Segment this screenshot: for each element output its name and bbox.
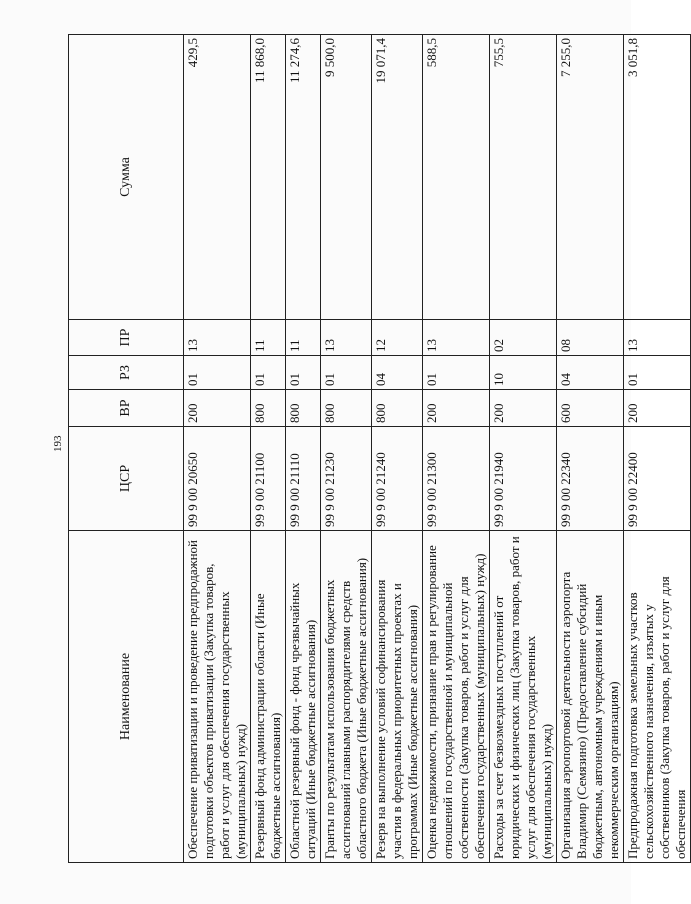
rz-cell: 04: [372, 356, 423, 390]
name-cell: Оценка недвижимости, признание прав и регулирование отношений по государственной и муниципальной собственности (Закупка товаров, работ и услуг для обеспечения государственных (муниципальных) нужд): [423, 531, 490, 863]
table-row: [286, 35, 321, 863]
table-row: [490, 35, 557, 863]
csr-cell: 99 9 00 21300: [423, 427, 490, 531]
pr-cell: 13: [321, 320, 372, 356]
rz-cell: 01: [184, 356, 251, 390]
sum-cell: 19 071,4: [372, 35, 423, 320]
vr-cell: 200: [423, 390, 490, 427]
csr-cell: 99 9 00 21110: [286, 427, 321, 531]
vr-cell: 600: [557, 390, 624, 427]
table-body: [184, 35, 691, 863]
csr-cell: 99 9 00 21100: [251, 427, 286, 531]
pr-cell: 11: [286, 320, 321, 356]
vr-cell: 200: [184, 390, 251, 427]
rz-cell: 01: [251, 356, 286, 390]
header-rz: РЗ: [69, 356, 184, 390]
pr-cell: 13: [184, 320, 251, 356]
rz-cell: 01: [624, 356, 691, 390]
pr-cell: 08: [557, 320, 624, 356]
vr-cell: 800: [251, 390, 286, 427]
name-cell: Резервный фонд администрации области (Иные бюджетные ассигнования): [251, 531, 286, 863]
sum-cell: 9 500,0: [321, 35, 372, 320]
header-name: Наименование: [69, 531, 184, 863]
sum-cell: 11 868,0: [251, 35, 286, 320]
header-csr: ЦСР: [69, 427, 184, 531]
vr-cell: 800: [321, 390, 372, 427]
pr-cell: 13: [624, 320, 691, 356]
vr-cell: 200: [624, 390, 691, 427]
rz-cell: 10: [490, 356, 557, 390]
table-row: [624, 35, 691, 863]
table-row: [184, 35, 251, 863]
name-cell: Расходы за счет безвозмездных поступлений от юридических и физических лиц (Закупка товаров, работ и услуг для обеспечения государственных (муниципальных) нужд): [490, 531, 557, 863]
vr-cell: 800: [286, 390, 321, 427]
table-row: [557, 35, 624, 863]
csr-cell: 99 9 00 21240: [372, 427, 423, 531]
table-row: [372, 35, 423, 863]
sum-cell: 429,5: [184, 35, 251, 320]
pr-cell: 11: [251, 320, 286, 356]
rz-cell: 01: [286, 356, 321, 390]
csr-cell: 99 9 00 20650: [184, 427, 251, 531]
table-row: [321, 35, 372, 863]
csr-cell: 99 9 00 21230: [321, 427, 372, 531]
csr-cell: 99 9 00 22340: [557, 427, 624, 531]
sum-cell: 11 274,6: [286, 35, 321, 320]
name-cell: Областной резервный фонд - фонд чрезвычайных ситуаций (Иные бюджетные ассигнования): [286, 531, 321, 863]
header-vr: ВР: [69, 390, 184, 427]
budget-table: [68, 34, 691, 863]
vr-cell: 800: [372, 390, 423, 427]
page-number: 193: [52, 435, 64, 452]
pr-cell: 02: [490, 320, 557, 356]
name-cell: Резерв на выполнение условий софинансирования участия в федеральных приоритетных проектах и программах (Иные бюджетные ассигнования): [372, 531, 423, 863]
name-cell: Организация аэропортовой деятельности аэропорта Владимир (Семязино) (Предоставление субсидий бюджетным, автономным учреждениям и иным некоммерческим организациям): [557, 531, 624, 863]
pr-cell: 13: [423, 320, 490, 356]
sum-cell: 7 255,0: [557, 35, 624, 320]
name-cell: Обеспечение приватизации и проведение предпродажной подготовки объектов приватизации (Закупка товаров, работ и услуг для обеспечения государственных (муниципальных) нужд): [184, 531, 251, 863]
table-row: [423, 35, 490, 863]
header-pr: ПР: [69, 320, 184, 356]
sum-cell: 588,5: [423, 35, 490, 320]
vr-cell: 200: [490, 390, 557, 427]
csr-cell: 99 9 00 21940: [490, 427, 557, 531]
csr-cell: 99 9 00 22400: [624, 427, 691, 531]
sum-cell: 755,5: [490, 35, 557, 320]
pr-cell: 12: [372, 320, 423, 356]
name-cell: Предпродажная подготовка земельных участков сельскохозяйственного назначения, изъятых у собственников (Закупка товаров, работ и услуг для обеспечения: [624, 531, 691, 863]
header-sum: Сумма: [69, 35, 184, 320]
name-cell: Гранты по результатам использования бюджетных ассигнований главными распорядителями средств областного бюджета (Иные бюджетные ассигнования): [321, 531, 372, 863]
table-header-row: [69, 35, 184, 863]
table-row: [251, 35, 286, 863]
rz-cell: 01: [321, 356, 372, 390]
sum-cell: 3 051,8: [624, 35, 691, 320]
rz-cell: 04: [557, 356, 624, 390]
rz-cell: 01: [423, 356, 490, 390]
